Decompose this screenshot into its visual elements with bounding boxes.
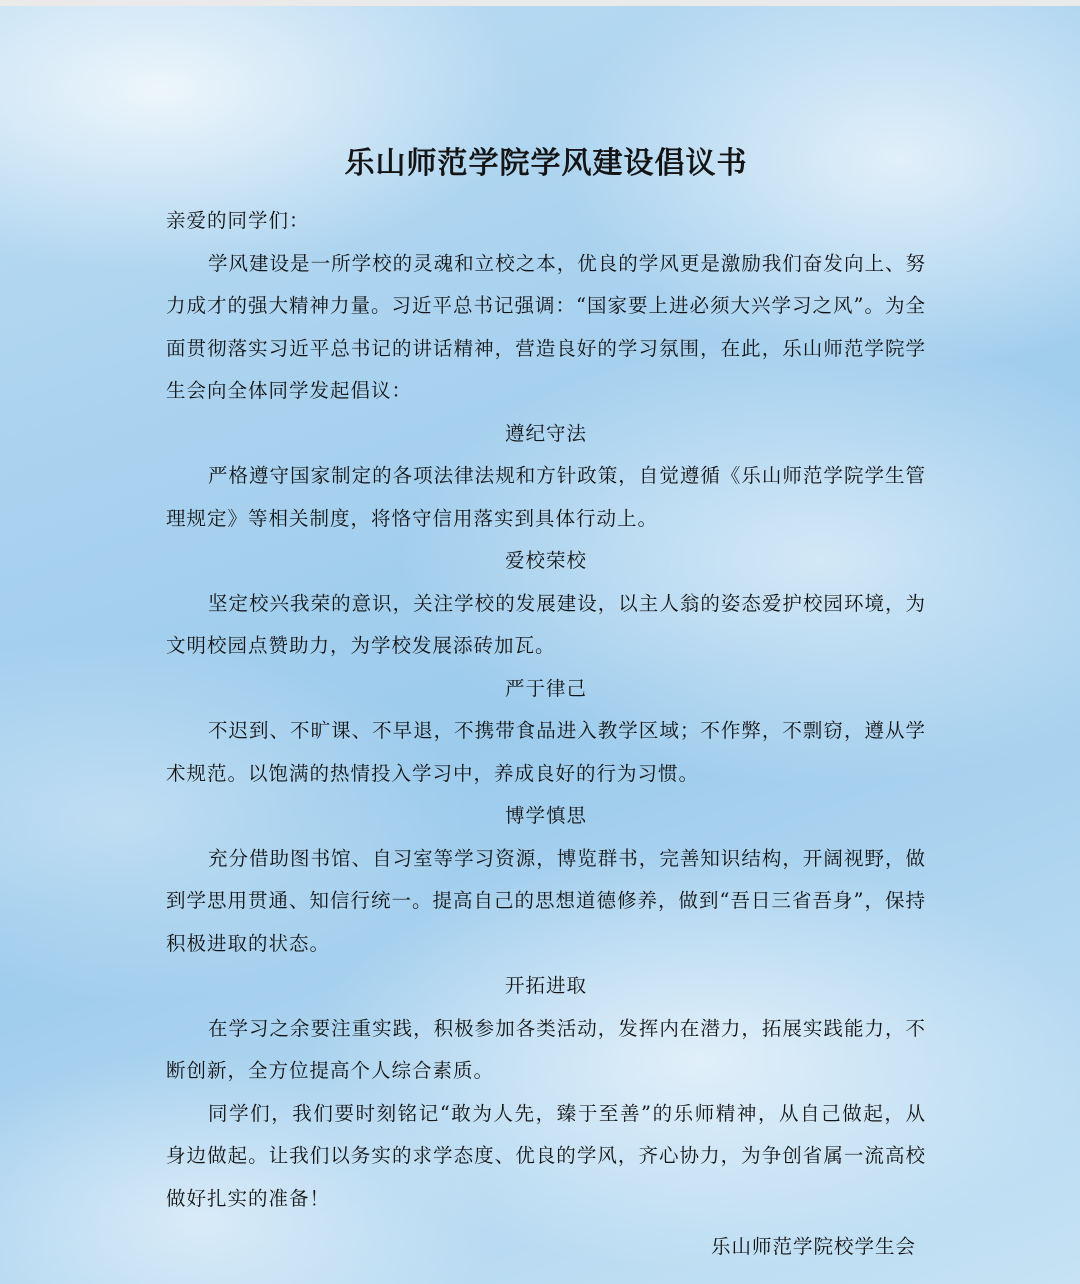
- greeting: 亲爱的同学们：: [166, 209, 310, 232]
- section-text-learning: 充分借助图书馆、自习室等学习资源，博览群书，完善知识结构，开阔视野，做到学思用贯通、知信行统一。提高自己的思想道德修养，做到“吾日三省吾身”，保持积极进取的状态。: [166, 846, 926, 955]
- signature: 乐山师范学院校学生会: [710, 1235, 916, 1258]
- document-title: 乐山师范学院学风建设倡议书: [344, 146, 748, 181]
- proposal-document: [166, 128, 926, 1269]
- section-text-innovation: 在学习之余要注重实践，积极参加各类活动，发挥内在潜力，拓展实践能力，不断创新，全方位提高个人综合素质。: [166, 1016, 926, 1082]
- section-text-love-school: 坚定校兴我荣的意识，关注学校的发展建设，以主人翁的姿态爱护校园环境，为文明校园点赞助力，为学校发展添砖加瓦。: [166, 591, 926, 657]
- section-heading-learning: 博学慎思: [504, 804, 587, 827]
- section-heading-innovation: 开拓进取: [504, 974, 587, 997]
- section-heading-self-discipline: 严于律己: [504, 676, 587, 700]
- section-heading-law: 遵纪守法: [504, 421, 587, 445]
- section-heading-love-school: 爱校荣校: [504, 549, 587, 572]
- closing-paragraph: 同学们，我们要时刻铭记“敢为人先，臻于至善”的乐师精神，从自己做起，从身边做起。让我们以务实的求学态度、优良的学风，齐心协力，为争创省属一流高校做好扎实的准备！: [166, 1101, 926, 1210]
- section-text-self-discipline: 不迟到、不旷课、不早退，不携带食品进入教学区域；不作弊，不剽窃，遵从学术规范。以饱满的热情投入学习中，养成良好的行为习惯。: [166, 719, 926, 785]
- section-text-law: 严格遵守国家制定的各项法律法规和方针政策，自觉遵循《乐山师范学院学生管理规定》等相关制度，将恪守信用落实到具体行动上。: [166, 464, 926, 530]
- intro-paragraph: 学风建设是一所学校的灵魂和立校之本，优良的学风更是激励我们奋发向上、努力成才的强大精神力量。习近平总书记强调：“国家要上进必须大兴学习之风”。为全面贯彻落实习近平总书记的讲话精神，营造良好的学习氛围，在此，乐山师范学院学生会向全体同学发起倡议：: [166, 251, 926, 402]
- top-strip: [0, 0, 1080, 6]
